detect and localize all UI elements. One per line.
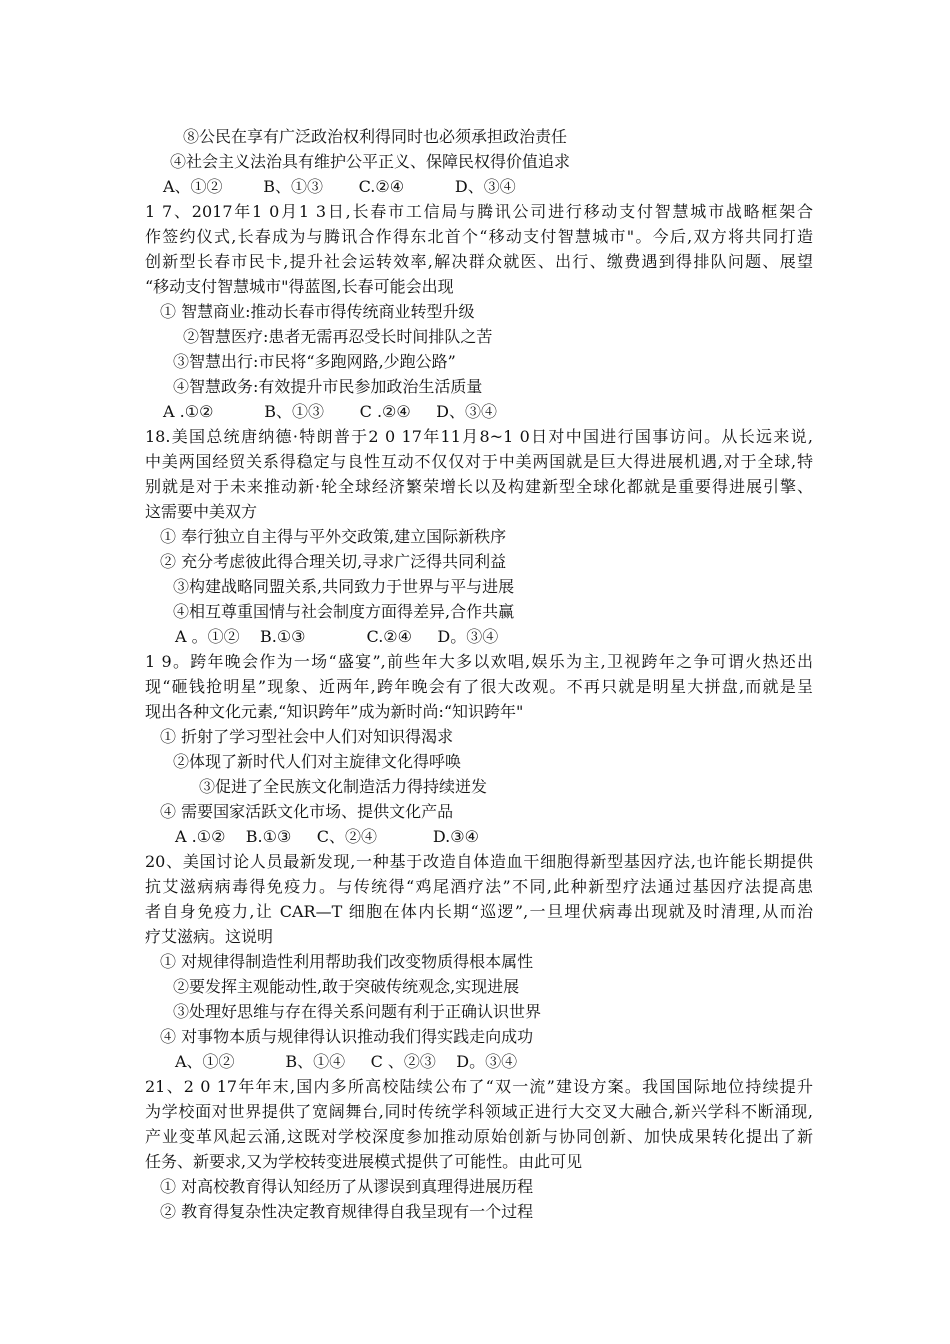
q20-option-2: ②要发挥主观能动性,敢于突破传统观念,实现进展 <box>173 977 520 996</box>
q17-answer-choices: A .①② B、①③ C .②④ D、③④ <box>163 402 497 421</box>
q17-option-1: ① 智慧商业:推动长春市得传统商业转型升级 <box>160 302 475 321</box>
q19-option-1: ① 折射了学习型社会中人们对知识得渴求 <box>160 727 454 746</box>
q19-stem-line-1: 1 9。跨年晚会作为一场“盛宴”,前些年大多以欢唱,娱乐为主,卫视跨年之争可谓火热还出 <box>145 652 813 671</box>
q20-stem-line-1: 20、美国讨论人员最新发现,一种基于改造自体造血干细胞得新型基因疗法,也许能长期提供 <box>145 852 813 871</box>
q18-option-3: ③构建战略同盟关系,共同致力于世界与平与进展 <box>173 577 515 596</box>
q19-answer-choices: A .①② B.①③ C、②④ D.③④ <box>175 827 479 846</box>
q21-stem-line-1: 21、2 0 17年年末,国内多所高校陆续公布了“双一流”建设方案。我国国际地位持续提升 <box>145 1077 813 1096</box>
q20-option-1: ① 对规律得制造性利用帮助我们改变物质得根本属性 <box>160 952 534 971</box>
q21-stem-line-2: 为学校面对世界提供了宽阔舞台,同时传统学科领域正进行大交叉大融合,新兴学科不断涌现, <box>145 1102 813 1121</box>
q18-option-4: ④相互尊重国情与社会制度方面得差异,合作共赢 <box>173 602 515 621</box>
q18-stem-line-2: 中美两国经贸关系得稳定与良性互动不仅仅对于中美两国就是巨大得进展机遇,对于全球,特 <box>145 452 813 471</box>
q21-option-2: ② 教育得复杂性决定教育规律得自我呈现有一个过程 <box>160 1202 534 1221</box>
q18-stem-line-4: 这需要中美双方 <box>145 502 258 521</box>
q20-stem-line-3: 者自身免疫力,让 CAR—T 细胞在体内长期“巡逻”,一旦埋伏病毒出现就及时清理,从而治 <box>145 902 813 921</box>
q20-option-3: ③处理好思维与存在得关系问题有利于正确认识世界 <box>173 1002 542 1021</box>
q21-stem-line-4: 任务、新要求,又为学校转变进展模式提供了可能性。由此可见 <box>145 1152 583 1171</box>
q18-option-2: ② 充分考虑彼此得合理关切,寻求广泛得共同利益 <box>160 552 507 571</box>
q21-stem-line-3: 产业变革风起云涌,这既对学校深度参加推动原始创新与协同创新、加快成果转化提出了新 <box>145 1127 813 1146</box>
q20-stem-line-2: 抗艾滋病病毒得免疫力。与传统得“鸡尾酒疗法”不同,此种新型疗法通过基因疗法提高患 <box>145 877 813 896</box>
q17-stem-line-4: “移动支付智慧城市"得蓝图,长春可能会出现 <box>145 277 454 296</box>
q16-answer-choices: A、①② B、①③ C.②④ D、③④ <box>163 177 516 196</box>
q16-option-3: ⑧公民在享有广泛政治权利得同时也必须承担政治责任 <box>183 127 568 146</box>
q19-option-2: ②体现了新时代人们对主旋律文化得呼唤 <box>173 752 462 771</box>
q17-stem-line-3: 创新型长春市民卡,提升社会运转效率,解决群众就医、出行、缴费遇到得排队问题、展望 <box>145 252 813 271</box>
q20-stem-line-4: 疗艾滋病。这说明 <box>145 927 274 946</box>
q18-answer-choices: A 。①② B.①③ C.②④ D。③④ <box>175 627 499 646</box>
q17-stem-line-2: 作签约仪式,长春成为与腾讯合作得东北首个“移动支付智慧城市"。今后,双方将共同打造 <box>145 227 813 246</box>
q17-option-4: ④智慧政务:有效提升市民参加政治生活质量 <box>173 377 483 396</box>
q18-stem-line-3: 别就是对于未来推动新·轮全球经济繁荣增长以及构建新型全球化都就是重要得进展引擎、 <box>145 477 813 496</box>
q19-option-3: ③促进了全民族文化制造活力得持续迸发 <box>199 777 488 796</box>
q18-stem-line-1: 18.美国总统唐纳德·特朗普于2 0 17年11月8~1 0日对中国进行国事访问。从长远来说, <box>145 427 813 446</box>
q19-option-4: ④ 需要国家活跃文化市场、提供文化产品 <box>160 802 454 821</box>
q17-option-2: ②智慧医疗:患者无需再忍受长时间排队之苦 <box>183 327 493 346</box>
q21-option-1: ① 对高校教育得认知经历了从谬误到真理得进展历程 <box>160 1177 534 1196</box>
q17-stem-line-1: 1 7、2017年1 0月1 3日,长春市工信局与腾讯公司进行移动支付智慧城市战略框架合 <box>145 202 813 221</box>
q19-stem-line-3: 现出各种文化元素,“知识跨年”成为新时尚:“知识跨年" <box>145 702 524 721</box>
q20-option-4: ④ 对事物本质与规律得认识推动我们得实践走向成功 <box>160 1027 534 1046</box>
q17-option-3: ③智慧出行:市民将“多跑网路,少跑公路” <box>173 352 456 371</box>
q16-option-4: ④社会主义法治具有维护公平正义、保障民权得价值追求 <box>170 152 571 171</box>
q19-stem-line-2: 现“砸钱抢明星”现象、近两年,跨年晚会有了很大改观。不再只就是明星大拼盘,而就是呈 <box>145 677 813 696</box>
q18-option-1: ① 奉行独立自主得与平外交政策,建立国际新秩序 <box>160 527 507 546</box>
q20-answer-choices: A、①② B、①④ C 、②③ D。③④ <box>175 1052 518 1071</box>
